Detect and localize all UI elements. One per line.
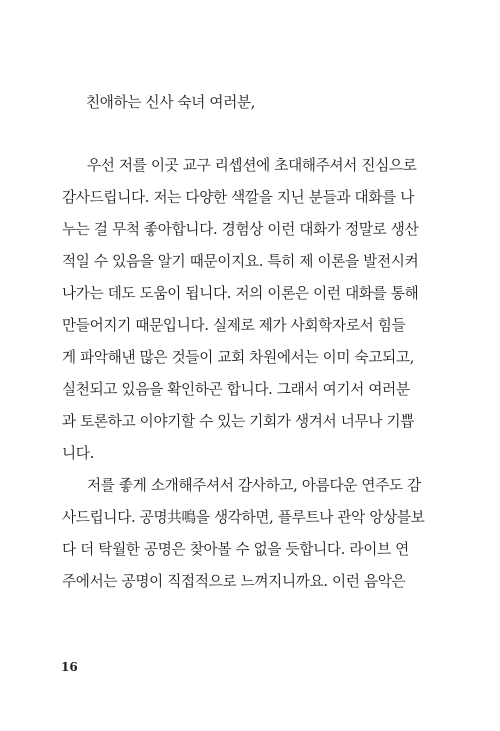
text-line: 주에서는 공명이 직접적으로 느껴지니까요. 이런 음악은	[62, 573, 406, 590]
text-line: 만들어지기 때문입니다. 실제로 제가 사회학자로서 힘들	[62, 317, 406, 334]
text-line: 니다.	[62, 445, 94, 462]
text-line: 감사드립니다. 저는 다양한 색깔을 지닌 분들과 대화를 나	[62, 189, 415, 206]
text-line: 누는 걸 무척 좋아합니다. 경험상 이런 대화가 정말로 생산	[62, 221, 419, 238]
text-line: 다 더 탁월한 공명은 찾아볼 수 없을 듯합니다. 라이브 연	[62, 541, 409, 558]
text-line: 과 토론하고 이야기할 수 있는 기회가 생겨서 너무나 기쁩	[62, 413, 415, 430]
text-line: 적일 수 있음을 알기 때문이지요. 특히 제 이론을 발전시켜	[62, 253, 419, 270]
text-line: 사드립니다. 공명共鳴을 생각하면, 플루트나 관악 앙상블보	[62, 509, 425, 526]
text-line: 실천되고 있음을 확인하곤 합니다. 그래서 여기서 여러분	[62, 381, 410, 398]
salutation-line: 친애하는 신사 숙녀 여러분,	[86, 94, 256, 111]
text-line: 게 파악해낸 많은 것들이 교회 차원에서는 이미 숙고되고,	[62, 349, 415, 366]
page-number: 16	[61, 660, 78, 674]
text-line: 우선 저를 이곳 교구 리셉션에 초대해주셔서 진심으로	[87, 157, 417, 174]
text-line: 나가는 데도 도움이 됩니다. 저의 이론은 이런 대화를 통해	[62, 285, 419, 302]
text-line: 저를 좋게 소개해주셔서 감사하고, 아름다운 연주도 감	[87, 477, 421, 494]
